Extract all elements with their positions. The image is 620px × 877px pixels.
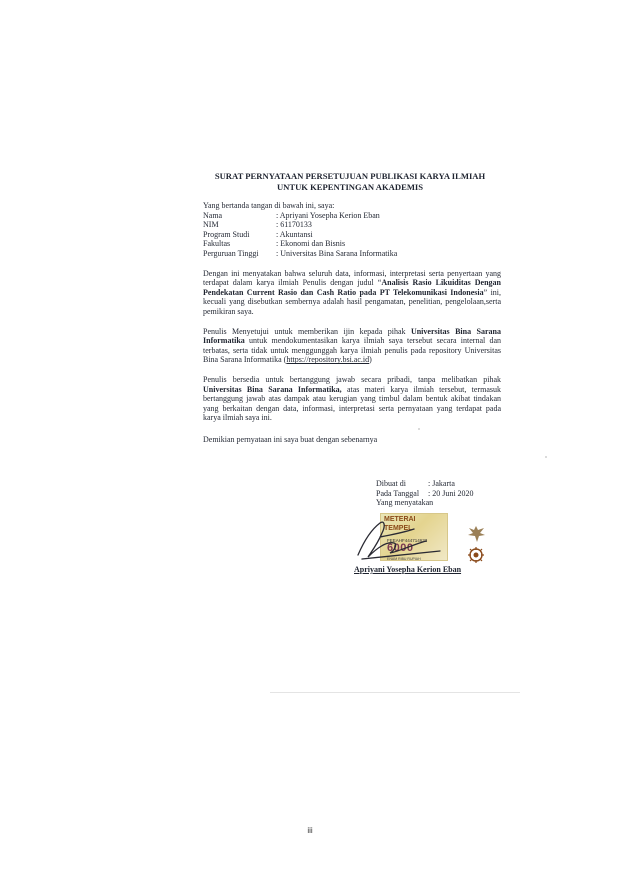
meterai-line-2: TEMPEL — [384, 524, 413, 532]
identity-value: : 61170133 — [276, 220, 312, 230]
identity-label: Fakultas — [203, 239, 231, 249]
signer-name: Apriyani Yosepha Kerion Eban — [354, 564, 462, 574]
identity-label: Program Studi — [203, 229, 250, 239]
paragraph-declaration — [203, 269, 501, 317]
identity-label: Nama — [203, 210, 223, 220]
scan-artifact-line — [270, 692, 520, 693]
made-at-row — [376, 479, 516, 489]
stamp-area — [376, 509, 496, 565]
paragraph-text: Penulis bersedia untuk bertanggung jawab secara pribadi, tanpa melibatkan pihak — [203, 374, 501, 384]
identity-value: : Ekonomi dan Bisnis — [276, 239, 346, 249]
date-label: Pada Tanggal — [376, 488, 420, 498]
date-row — [376, 489, 516, 499]
identity-row-university — [203, 249, 501, 259]
identity-row-faculty — [203, 239, 501, 249]
identity-label: NIM — [203, 220, 219, 230]
meterai-line-1: METERAI — [384, 515, 416, 523]
paragraph-text: atas materi karya ilmiah tersebut, termasuk bertanggung jawab atas dampak atau kerugian yang timbul dalam bentuk akibat tindakan yang berkaitan dengan data, informasi, interpretasi serta pernyataan yang terdapat pada karya ilmiah saya ini. — [203, 384, 501, 423]
identity-row-program — [203, 230, 501, 240]
identity-value: : Akuntansi — [276, 229, 313, 239]
identity-value: : Apriyani Yosepha Kerion Eban — [276, 210, 380, 220]
paragraph-text: untuk mendokumentasikan karya ilmiah saya tersebut secara internal dan terbatas, serta tidak untuk menggunggah karya ilmiah penulis pada repository Universitas Bina Sarana Informatika ( — [203, 336, 501, 365]
signature-block — [354, 479, 516, 574]
identity-row-nim — [203, 220, 501, 230]
identity-row-name — [203, 211, 501, 221]
garuda-emblem-icon — [465, 524, 487, 544]
paragraph-responsibility — [203, 375, 501, 423]
paragraph-text: ” ini, kecuali yang disebutkan sembernya adalah hasil pengamatan, penelitian, pengelolaan,serta pemikiran saya. — [203, 287, 502, 316]
identity-value: : Universitas Bina Sarana Informatika — [276, 248, 398, 258]
scan-artifact-dot — [545, 456, 547, 458]
university-name: Universitas Bina Sarana Informatika, — [203, 384, 342, 394]
page-number: iii — [307, 826, 313, 835]
meterai-code: FEEAHF444714633 — [387, 537, 428, 543]
identity-table — [203, 211, 501, 259]
handwritten-signature-icon — [350, 511, 446, 563]
title-line-2: UNTUK KEPENTINGAN AKADEMIS — [276, 181, 424, 192]
paragraph-text: Dengan ini menyatakan bahwa seluruh data, informasi, interpretasi serta penyertaan yang terdapat dalam karya ilmiah Penulis dengan judul “ — [203, 268, 501, 288]
paragraph-permission — [203, 327, 501, 365]
thesis-title: Analisis Rasio Likuiditas Dengan Pendekatan Current Rasio dan Cash Ratio pada PT Telekomunikasi Indonesia — [203, 278, 502, 297]
meterai-small-text: ENAM RIBU RUPIAH — [387, 556, 421, 561]
intro-line: Yang bertanda tangan di bawah ini, saya: — [203, 201, 335, 210]
university-name: Universitas Bina Sarana Informatika — [203, 326, 501, 346]
meterai-amount: 6000 — [387, 541, 414, 554]
paragraph-text: ) — [369, 355, 372, 365]
paragraph-text: Penulis Menyetujui untuk memberikan ijin kepada pihak — [203, 326, 411, 336]
made-at-value: : Jakarta — [428, 479, 455, 488]
identity-label: Perguruan Tinggi — [203, 248, 259, 258]
scan-artifact-dot — [418, 428, 420, 430]
declarant-label: Yang menyatakan — [376, 498, 434, 508]
date-value: : 20 Juni 2020 — [428, 488, 474, 498]
repository-link[interactable]: https://repository.bsi.ac.id — [286, 355, 370, 365]
made-at-label: Dibuat di — [376, 479, 406, 488]
stamp-seal-icon — [467, 546, 485, 564]
document-body — [203, 201, 501, 444]
title-line-1: SURAT PERNYATAAN PERSETUJUAN PUBLIKASI KARYA ILMIAH — [214, 171, 486, 181]
document-title — [200, 171, 500, 192]
closing-statement: Demikian pernyataan ini saya buat dengan sebenarnya — [203, 434, 378, 444]
